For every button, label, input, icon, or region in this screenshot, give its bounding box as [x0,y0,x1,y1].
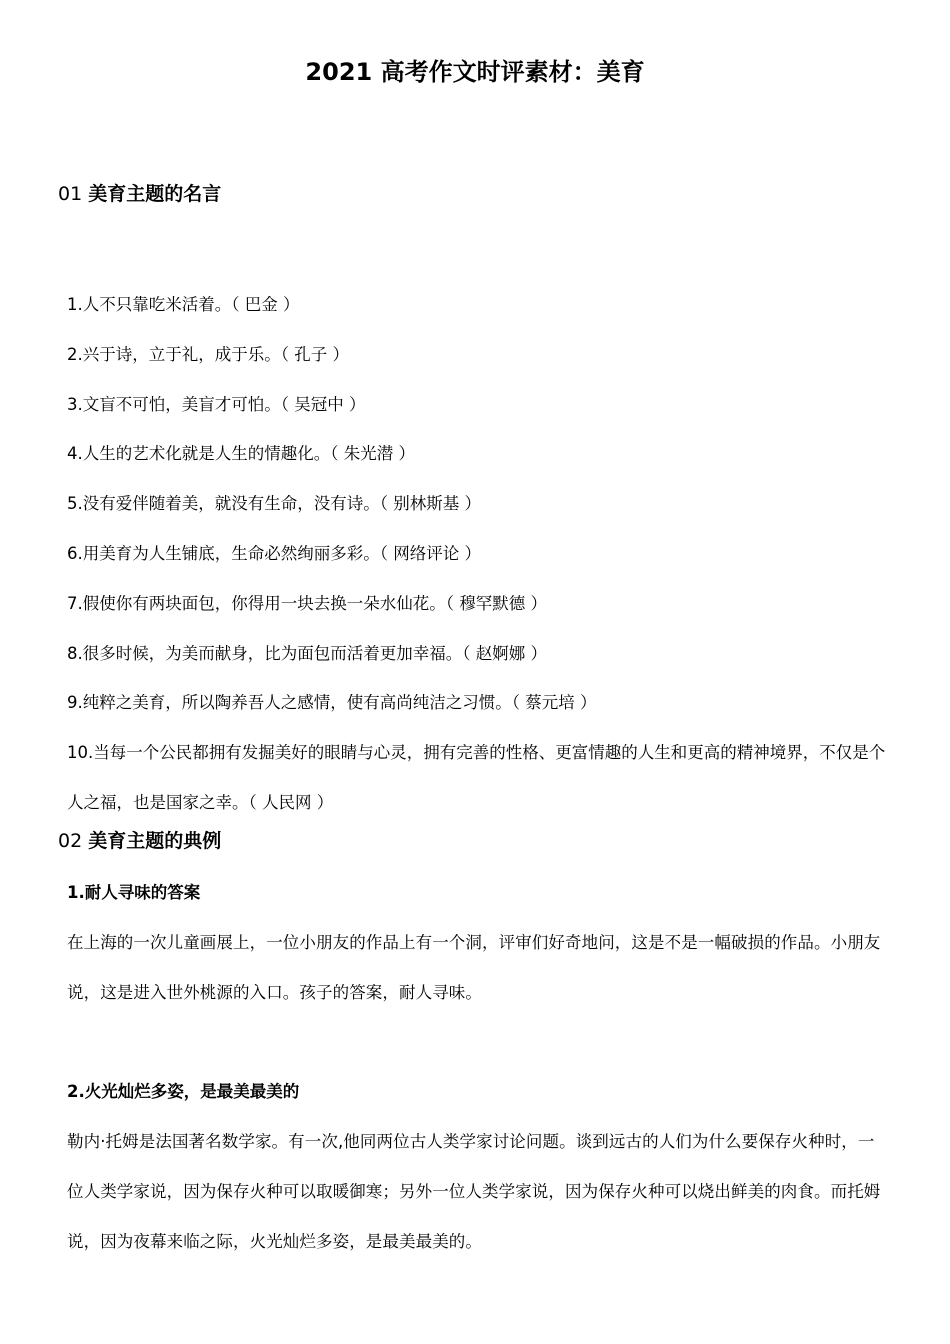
section-title: 美育主题的名言 [88,183,222,205]
quote-item: 3.文盲不可怕，美盲才可怕。（ 吴冠中 ） [67,394,366,414]
quote-item: 1.人不只靠吃米活着。（ 巴金 ） [67,295,300,314]
example-title: 2.火光灿烂多姿，是最美最美的 [67,1082,300,1101]
quote-item: 6.用美育为人生铺底，生命必然绚丽多彩。（ 网络评论 ） [67,543,481,563]
section-title: 美育主题的典例 [88,830,222,852]
document-title: 2021 高考作文时评素材：美育 [305,58,645,86]
section-heading-quotes [58,180,221,208]
example-title: 1.耐人寻味的答案 [67,883,201,902]
quote-item: 2.兴于诗，立于礼，成于乐。（ 孔子 ） [67,344,349,364]
section-number: 02 [58,830,83,852]
quote-item: 9.纯粹之美育，所以陶养吾人之感情，使有高尚纯洁之习惯。（ 蔡元培 ） [67,693,597,713]
section-number: 01 [58,183,83,205]
quote-item: 7.假使你有两块面包，你得用一块去换一朵水仙花。（ 穆罕默德 ） [67,593,547,613]
section-heading-examples [58,827,221,855]
example-body: 在上海的一次儿童画展上，一位小朋友的作品上有一个洞，评审们好奇地问，这是不是一幅破损的作品。小朋友说，这是进入世外桃源的入口。孩子的答案，耐人寻味。 [67,933,881,1002]
quote-item: 10.当每一个公民都拥有发掘美好的眼睛与心灵，拥有完善的性格、更富情趣的人生和更高的精神境界，不仅是个人之福，也是国家之幸。（ 人民网 ） [67,743,886,812]
quote-list [67,280,887,828]
example-body: 勒内·托姆是法国著名数学家。有一次,他同两位古人类学家讨论问题。谈到远古的人们为什么要保存火种时，一位人类学家说，因为保存火种可以取暖御寒；另外一位人类学家说，因为保存火种可以烧出鲜美的肉食。而托姆说，因为夜幕来临之际，火光灿烂多姿，是最美最美的。 [67,1132,881,1251]
quote-item: 8.很多时候，为美而献身，比为面包而活着更加幸福。（ 赵婀娜 ） [67,643,547,663]
quote-item: 5.没有爱伴随着美，就没有生命，没有诗。（ 别林斯基 ） [67,494,481,514]
quote-item: 4.人生的艺术化就是人生的情趣化。（ 朱光潜 ） [67,444,415,464]
